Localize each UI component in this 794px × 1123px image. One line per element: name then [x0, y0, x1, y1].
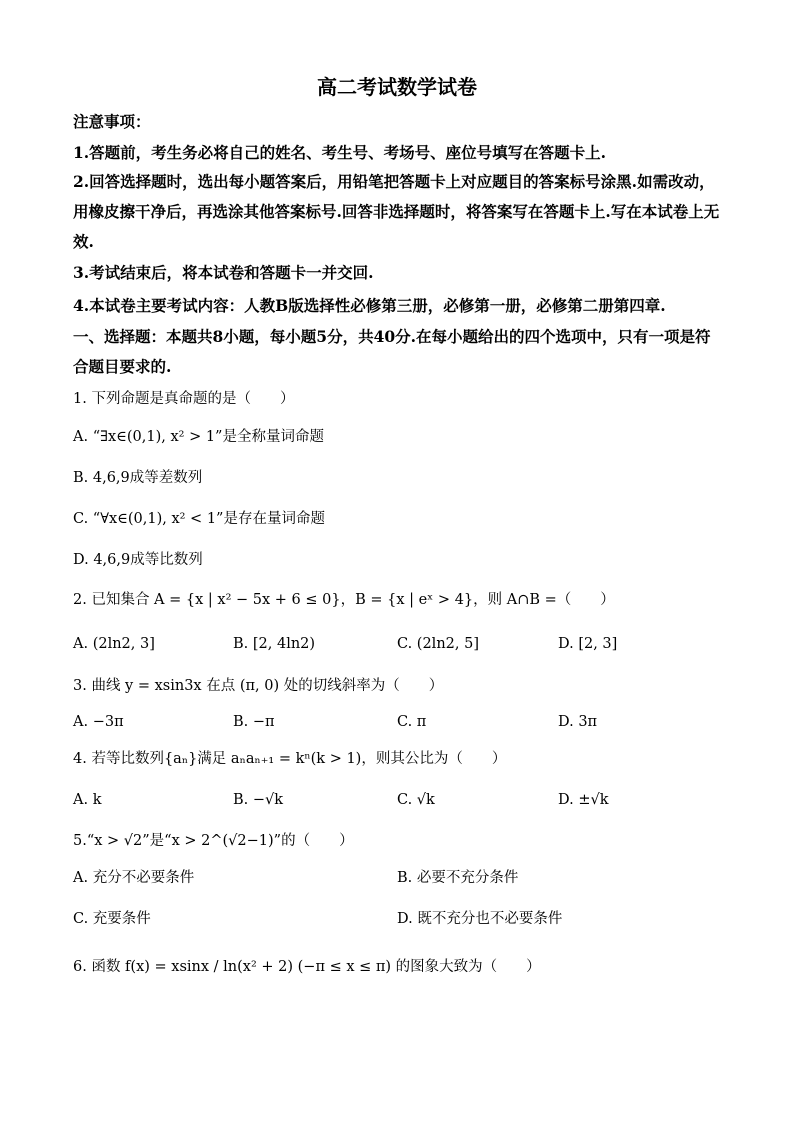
question-4-stem: 4. 若等比数列{aₙ}满足 aₙaₙ₊₁ = kⁿ(k > 1)，则其公比为（ ） — [73, 751, 507, 767]
q4-option-a: A. k — [73, 792, 102, 808]
page-title: 高二考试数学试卷 — [317, 75, 477, 99]
notice-item-1: 1.答题前，考生务必将自己的姓名、考生号、考场号、座位号填写在答题卡上. — [73, 143, 607, 162]
q1-option-d: D. 4,6,9成等比数列 — [73, 552, 203, 568]
q3-option-d: D. 3π — [558, 714, 598, 730]
q4-option-d: D. ±√k — [558, 792, 609, 808]
q2-option-a: A. (2ln2, 3] — [73, 636, 155, 652]
q3-option-a: A. −3π — [73, 714, 124, 730]
q1-option-a: A. “∃x∈(0,1), x² > 1”是全称量词命题 — [73, 429, 324, 445]
notice-heading: 注意事项： — [73, 112, 151, 131]
q1-option-b: B. 4,6,9成等差数列 — [73, 470, 203, 486]
q1-option-c: C. “∀x∈(0,1), x² < 1”是存在量词命题 — [73, 511, 325, 527]
q5-option-d: D. 既不充分也不必要条件 — [397, 911, 563, 927]
notice-item-3: 3.考试结束后，将本试卷和答题卡一并交回. — [73, 263, 374, 282]
q5-option-c: C. 充要条件 — [73, 911, 151, 927]
q2-option-c: C. (2ln2, 5] — [397, 636, 479, 652]
q3-option-c: C. π — [397, 714, 427, 730]
section-heading: 一、选择题：本题共8小题，每小题5分，共40分.在每小题给出的四个选项中，只有一项是符合题目要求的. — [73, 327, 711, 376]
question-3-stem: 3. 曲线 y = xsin3x 在点 (π, 0) 处的切线斜率为（ ） — [73, 678, 444, 694]
question-5-stem: 5.“x > √2”是“x > 2^(√2−1)”的（ ） — [73, 833, 354, 849]
notice-item-2: 2.回答选择题时，选出每小题答案后，用铅笔把答题卡上对应题目的答案标号涂黑.如需改动，用橡皮擦干净后，再选涂其他答案标号.回答非选择题时，将答案写在答题卡上.写在本试卷上无效. — [73, 172, 720, 251]
q5-option-b: B. 必要不充分条件 — [397, 870, 519, 886]
q4-option-c: C. √k — [397, 792, 435, 808]
q4-option-b: B. −√k — [233, 792, 284, 808]
question-1-stem: 1. 下列命题是真命题的是（ ） — [73, 391, 295, 407]
q5-option-a: A. 充分不必要条件 — [73, 870, 195, 886]
q3-option-b: B. −π — [233, 714, 275, 730]
notice-item-4: 4.本试卷主要考试内容：人教B版选择性必修第三册，必修第一册，必修第二册第四章. — [73, 296, 666, 315]
question-2-stem: 2. 已知集合 A = {x | x² − 5x + 6 ≤ 0}，B = {x | eˣ > 4}，则 A∩B =（ ） — [73, 592, 615, 608]
q2-option-d: D. [2, 3] — [558, 636, 618, 652]
question-6-stem: 6. 函数 f(x) = xsinx / ln(x² + 2) (−π ≤ x ≤ π) 的图象大致为（ ） — [73, 959, 541, 975]
q2-option-b: B. [2, 4ln2) — [233, 636, 316, 652]
